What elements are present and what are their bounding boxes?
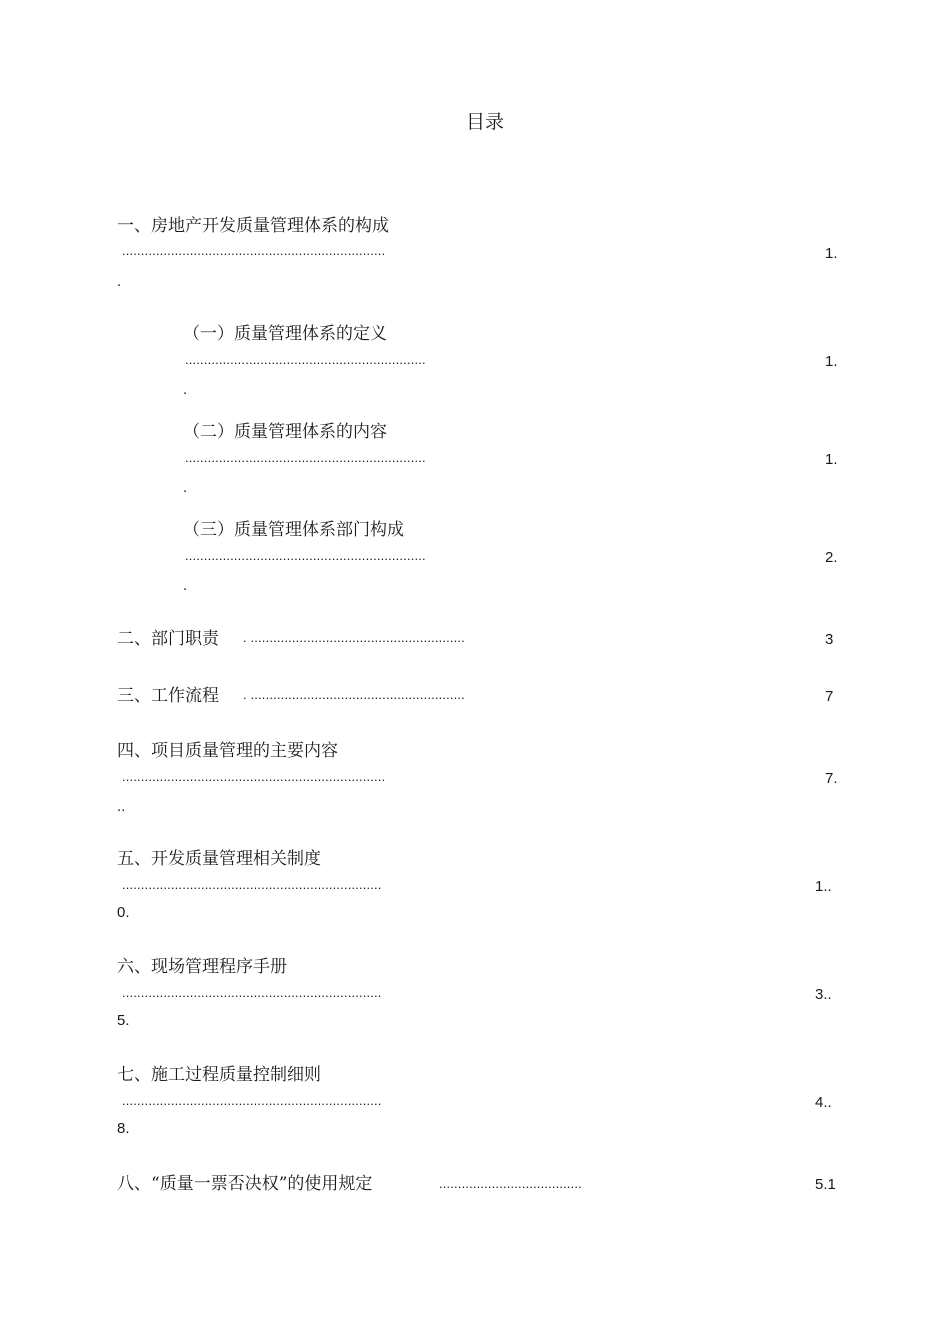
toc-leader-dots: .....................................................................: [122, 877, 382, 892]
toc-subentry-label: （三）质量管理体系部门构成: [183, 520, 404, 540]
toc-leader-dots: .....................................................................: [122, 985, 382, 1000]
toc-subentry-label: （一）质量管理体系的定义: [183, 324, 387, 344]
toc-entry-label: 八、“质量一票否决权”的使用规定: [117, 1174, 373, 1194]
toc-entry-label: 一、房地产开发质量管理体系的构成: [117, 216, 389, 236]
toc-entry-label: 五、开发质量管理相关制度: [117, 849, 321, 869]
toc-leader-dots: ......................................................................: [122, 243, 386, 258]
toc-leader-dots: ......................................................................: [122, 769, 386, 784]
toc-leader-dots: ................................................................: [185, 548, 426, 563]
toc-entry-label: 七、施工过程质量控制细则: [117, 1065, 321, 1085]
toc-wrap-text: ..: [117, 798, 126, 815]
toc-page-number: 3: [825, 631, 834, 648]
toc-subentry-label: （二）质量管理体系的内容: [183, 422, 387, 442]
toc-entry-label: 三、工作流程: [117, 686, 219, 706]
toc-wrap-text: 0.: [117, 904, 130, 921]
toc-page-number: 7: [825, 688, 834, 705]
toc-wrap-text: .: [183, 381, 188, 398]
toc-page-number: 4..: [815, 1094, 832, 1111]
toc-page-number: 1.: [825, 245, 838, 262]
toc-wrap-text: 8.: [117, 1120, 130, 1137]
toc-wrap-text: .: [117, 273, 122, 290]
toc-leader-dots: ......................................: [439, 1176, 582, 1191]
toc-entry-label: 六、现场管理程序手册: [117, 957, 287, 977]
toc-wrap-text: 5.: [117, 1012, 130, 1029]
toc-wrap-text: .: [183, 479, 188, 496]
toc-leader-dots: ................................................................: [185, 450, 426, 465]
toc-page-number: 1.: [825, 353, 838, 370]
toc-page-number: 1.: [825, 451, 838, 468]
page-title: 目录: [466, 111, 505, 133]
toc-entry-label: 四、项目质量管理的主要内容: [117, 741, 338, 761]
toc-leader-dots: ................................................................: [185, 352, 426, 367]
toc-page-number: 1..: [815, 878, 832, 895]
toc-wrap-text: .: [183, 577, 188, 594]
toc-leader-dots: .....................................................................: [122, 1093, 382, 1108]
toc-entry-label: 二、部门职责: [117, 629, 219, 649]
toc-page-number: 5.1: [815, 1176, 836, 1193]
toc-page-number: 3..: [815, 986, 832, 1003]
toc-page-number: 2.: [825, 549, 838, 566]
toc-leader-dots: . .........................................................: [243, 630, 465, 645]
toc-page-number: 7.: [825, 770, 838, 787]
toc-leader-dots: . .........................................................: [243, 687, 465, 702]
